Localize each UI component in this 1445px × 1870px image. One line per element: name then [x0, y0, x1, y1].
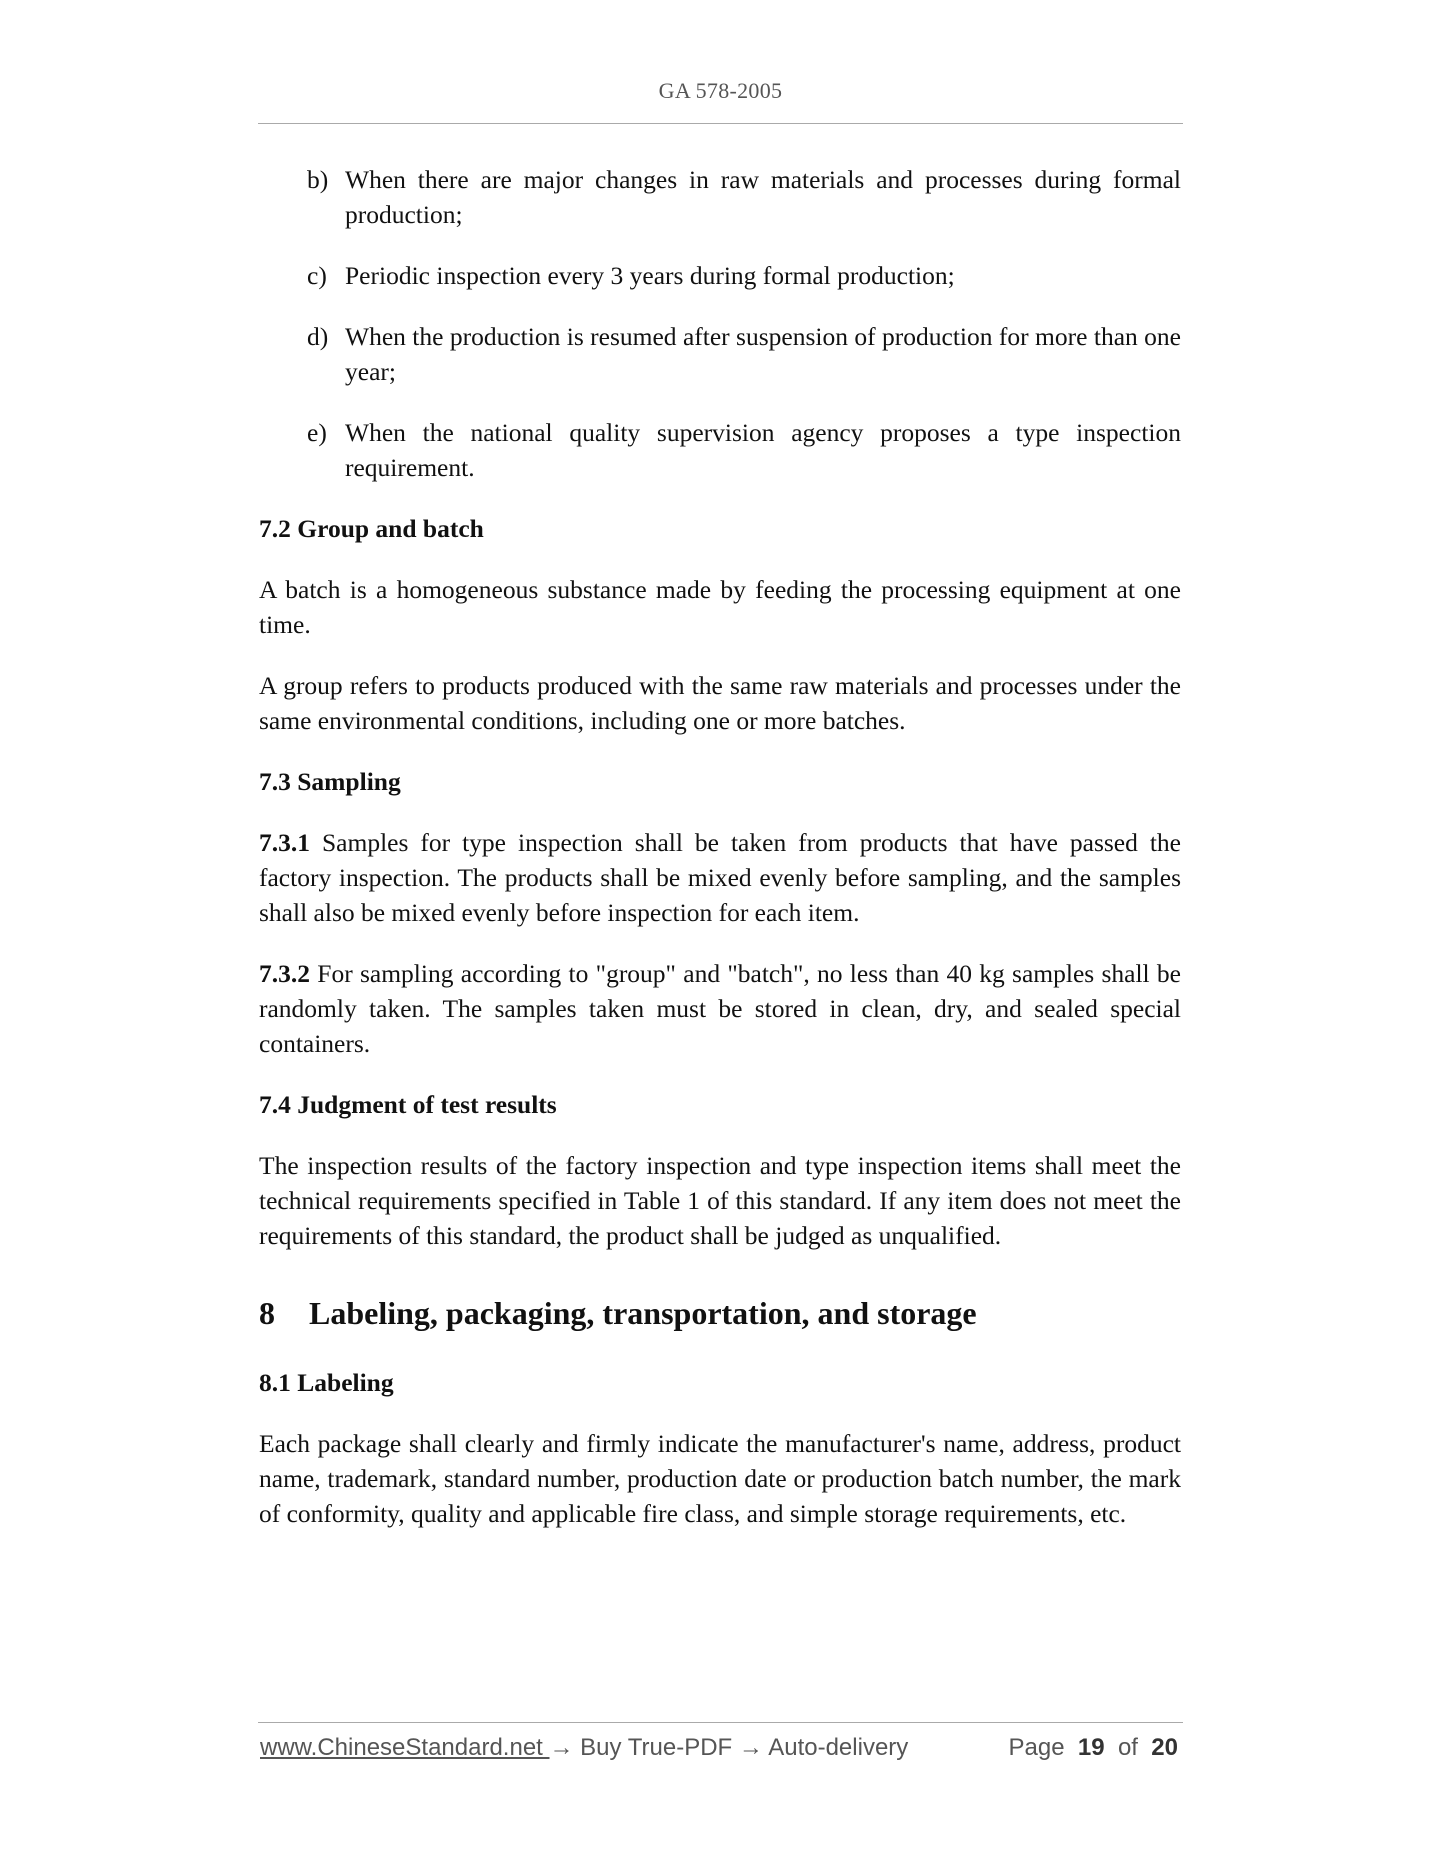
- current-page-number: 19: [1077, 1734, 1105, 1761]
- list-marker: b): [307, 165, 329, 194]
- section-title: Labeling, packaging, transportation, and storage: [309, 1295, 977, 1331]
- paragraph-batch-definition: A batch is a homogeneous substance made by feeding the processing equipment at one time.: [259, 575, 1181, 639]
- of-label: of: [1117, 1734, 1138, 1761]
- subsection-heading-7-4: 7.4 Judgment of test results: [259, 1090, 557, 1119]
- auto-delivery-text: Auto-delivery: [762, 1734, 909, 1761]
- paragraph-labeling: Each package shall clearly and firmly indicate the manufacturer's name, address, product name, trademark, standard number, production date or production batch number, the mark of conformity, quality and applicable fire class, and simple storage requirements, etc.: [259, 1429, 1181, 1528]
- subsection-heading-8-1: 8.1 Labeling: [259, 1368, 394, 1397]
- footer-divider: [258, 1722, 1183, 1723]
- subsection-heading-7-3: 7.3 Sampling: [259, 767, 401, 796]
- page-label: Page: [1008, 1734, 1065, 1761]
- clause-number: 7.3.2: [259, 959, 310, 988]
- clause-text: For sampling according to "group" and "batch", no less than 40 kg samples shall be randomly taken. The samples taken must be stored in clean, dry, and sealed special containers.: [259, 959, 1181, 1058]
- total-pages-number: 20: [1151, 1734, 1178, 1761]
- page-header: GA 578-2005: [658, 78, 783, 103]
- arrow-right-icon: →: [738, 1734, 763, 1761]
- list-marker: c): [307, 261, 327, 290]
- section-number: 8: [259, 1295, 275, 1331]
- arrow-right-icon: →: [549, 1734, 574, 1761]
- list-item: [259, 415, 1181, 485]
- website-link[interactable]: www.ChineseStandard.net: [260, 1734, 550, 1761]
- list-item: [259, 258, 1181, 293]
- list-item-text: When there are major changes in raw materials and processes during formal production;: [345, 165, 1181, 229]
- clause-7-3-2: [259, 956, 1181, 1061]
- list-marker: d): [307, 322, 329, 351]
- clause-text: Samples for type inspection shall be taken from products that have passed the factory inspection. The products shall be mixed evenly before sampling, and the samples shall also be mixed evenly before inspection for each item.: [259, 828, 1181, 927]
- paragraph-judgment: The inspection results of the factory inspection and type inspection items shall meet the technical requirements specified in Table 1 of this standard. If any item does not meet the requirements of this standard, the product shall be judged as unqualified.: [259, 1151, 1181, 1250]
- section-heading-8: [259, 1291, 1181, 1335]
- list-item-text: When the national quality supervision agency proposes a type inspection requirement.: [345, 418, 1181, 482]
- page-footer: [260, 1734, 1182, 1762]
- page-indicator: [1008, 1734, 1178, 1762]
- list-item-text: Periodic inspection every 3 years during formal production;: [345, 261, 955, 290]
- subsection-heading-7-2: 7.2 Group and batch: [259, 514, 484, 543]
- clause-7-3-1: [259, 825, 1181, 930]
- buy-pdf-text: Buy True-PDF: [573, 1734, 739, 1761]
- header-divider: [258, 123, 1183, 124]
- paragraph-group-definition: A group refers to products produced with the same raw materials and processes under the same environmental conditions, including one or more batches.: [259, 671, 1181, 735]
- list-marker: e): [307, 418, 327, 447]
- page-content: [259, 162, 1181, 1557]
- list-item: [259, 319, 1181, 389]
- clause-number: 7.3.1: [259, 828, 310, 857]
- list-item: [259, 162, 1181, 232]
- list-item-text: When the production is resumed after suspension of production for more than one year;: [345, 322, 1181, 386]
